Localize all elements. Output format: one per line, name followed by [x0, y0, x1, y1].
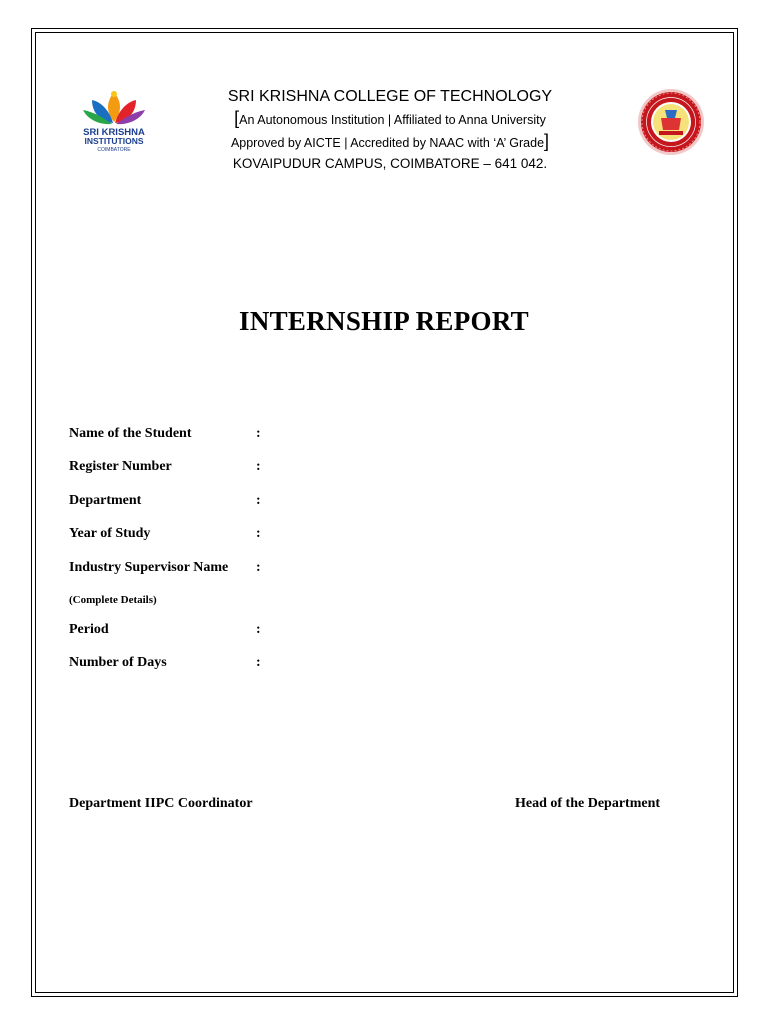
college-address: KOVAIPUDUR CAMPUS, COIMBATORE – 641 042.: [232, 156, 548, 171]
page-border-inner: [35, 32, 734, 993]
field-colon: :: [256, 493, 261, 508]
supervisor-note: (Complete Details): [69, 594, 157, 606]
field-label-industry-supervisor: Industry Supervisor Name: [69, 560, 229, 575]
bracket-close: ]: [544, 131, 550, 151]
report-title: INTERNSHIP REPORT: [239, 306, 529, 336]
logo-text-1: SRI KRISHNA: [83, 127, 145, 138]
field-colon: :: [256, 426, 261, 441]
sri-krishna-logo: [78, 88, 150, 154]
college-seal-icon: [632, 87, 710, 157]
field-colon: :: [256, 560, 261, 575]
lotus-logo-icon: [78, 88, 150, 154]
field-colon: :: [256, 622, 261, 637]
field-colon: :: [256, 459, 261, 474]
logo-text-2: INSTITUTIONS: [84, 136, 144, 146]
field-label-period: Period: [69, 622, 109, 637]
field-label-year-of-study: Year of Study: [69, 526, 151, 541]
field-label-department: Department: [69, 493, 142, 508]
header-line-2: [160, 108, 620, 128]
field-colon: :: [256, 526, 261, 541]
field-label-register-number: Register Number: [69, 459, 172, 474]
header-line-2-text: An Autonomous Institution | Affiliated to Anna University: [239, 113, 546, 127]
field-label-student-name: Name of the Student: [69, 426, 192, 441]
bracket-open: [: [234, 108, 240, 128]
signature-head-of-department: Head of the Department: [515, 796, 661, 811]
college-name: SRI KRISHNA COLLEGE OF TECHNOLOGY: [227, 88, 553, 105]
field-label-number-of-days: Number of Days: [69, 655, 167, 670]
header-line-3-text: Approved by AICTE | Accredited by NAAC with ‘A’ Grade: [230, 136, 545, 150]
field-colon: :: [256, 655, 261, 670]
header-line-3: [160, 131, 620, 151]
signature-iipc-coordinator: Department IIPC Coordinator: [69, 796, 253, 811]
logo-text-3: COIMBATORE: [97, 147, 131, 153]
college-seal: [632, 87, 710, 157]
